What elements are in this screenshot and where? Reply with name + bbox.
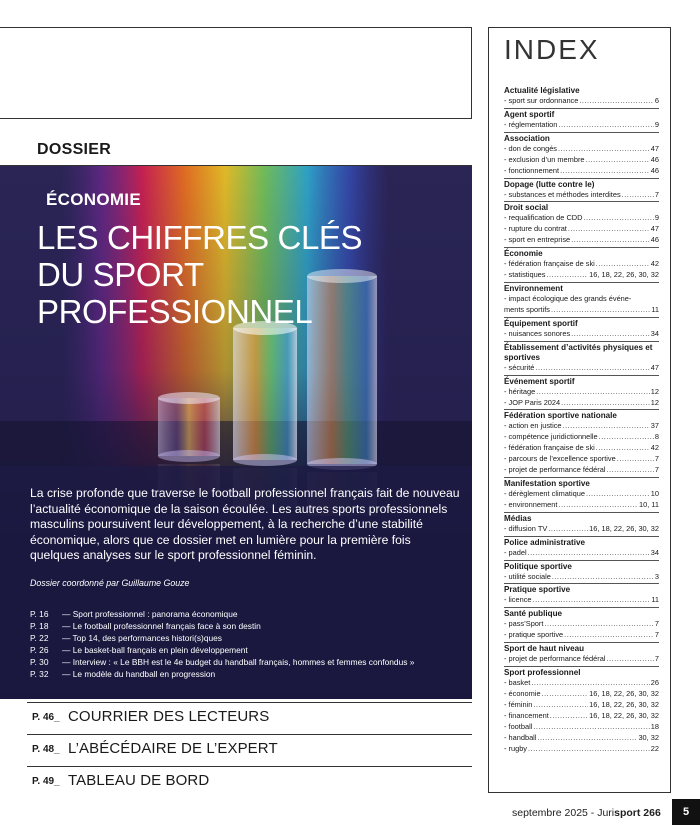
coordinator-credit: Dossier coordonné par Guillaume Gouze <box>30 578 190 588</box>
toc-page: P. 22 <box>30 633 49 644</box>
index-pages: 10, 11 <box>639 499 659 509</box>
index-entry[interactable] <box>504 678 659 689</box>
index-entry[interactable] <box>504 224 659 235</box>
index-pages: 7 <box>654 630 659 640</box>
toc-text: — Le football professionnel français face à son destin <box>62 621 261 632</box>
toc-page: P. 30 <box>30 657 49 668</box>
dot-leader <box>550 711 588 722</box>
index-category: Médias <box>504 512 659 524</box>
index-term: - rugby <box>504 743 528 753</box>
index-term: - requalification de CDD <box>504 213 583 223</box>
index-entry[interactable] <box>504 166 659 177</box>
dot-leader <box>536 387 650 398</box>
dot-leader <box>622 190 654 201</box>
dot-leader <box>558 500 638 511</box>
index-pages: 7 <box>654 454 659 464</box>
toc-page: P. 26 <box>30 645 49 656</box>
dot-leader <box>606 465 653 476</box>
dot-leader <box>533 700 588 711</box>
index-entry[interactable] <box>504 443 659 454</box>
index-category: Pratique sportive <box>504 583 659 595</box>
index-category: Dopage (lutte contre le) <box>504 178 659 190</box>
toc-item[interactable] <box>30 632 470 644</box>
index-term: - nuisances sonores <box>504 328 571 338</box>
index-entry[interactable] <box>504 595 659 606</box>
footer-brand: sport <box>614 807 641 819</box>
index-term: - environnement <box>504 499 558 509</box>
index-category: Sport professionnel <box>504 666 659 678</box>
index-entry[interactable] <box>504 733 659 744</box>
index-entry[interactable] <box>504 465 659 476</box>
index-term: - compétence juridictionnelle <box>504 432 598 442</box>
index-entry[interactable] <box>504 432 659 443</box>
dossier-toc <box>30 608 470 681</box>
dot-leader <box>552 572 654 583</box>
section-link[interactable] <box>0 766 472 792</box>
dot-leader <box>547 270 589 281</box>
section-link[interactable] <box>0 702 472 728</box>
index-pages: 16, 18, 22, 26, 30, 32 <box>589 270 659 280</box>
index-pages: 16, 18, 22, 26, 30, 32 <box>589 699 659 709</box>
index-term: - projet de performance fédéral <box>504 654 606 664</box>
dot-leader <box>596 259 650 270</box>
dot-leader <box>586 155 650 166</box>
footer-issue-number: 266 <box>640 807 661 819</box>
index-pages: 6 <box>654 96 659 105</box>
index-pages: 46 <box>650 154 659 164</box>
toc-item[interactable] <box>30 608 470 620</box>
footer-issue <box>512 807 661 819</box>
dot-leader <box>544 619 653 630</box>
index-term: - exclusion d’un membre <box>504 154 585 164</box>
index-term: - réglementation <box>504 119 558 129</box>
index-title: INDEX <box>504 34 600 65</box>
index-pages: 30, 32 <box>638 732 659 742</box>
index-entry[interactable] <box>504 305 659 316</box>
dot-leader <box>551 305 650 316</box>
dot-leader <box>531 678 649 689</box>
section-title: TABLEAU DE BORD <box>68 772 210 789</box>
index-term: - diffusion TV <box>504 523 548 533</box>
index-term: - substances et méthodes interdites <box>504 189 621 199</box>
dot-leader <box>537 733 637 744</box>
index-term: - basket <box>504 678 531 688</box>
toc-item[interactable] <box>30 620 470 632</box>
dot-leader <box>586 489 650 500</box>
index-pages: 3 <box>654 571 659 581</box>
index-term: - sécurité <box>504 362 535 372</box>
index-entry[interactable] <box>504 654 659 665</box>
index-category: Politique sportive <box>504 560 659 572</box>
index-term: - sport sur ordonnance <box>504 96 579 105</box>
index-category: Économie <box>504 247 659 259</box>
toc-text: — Le modèle du handball en progression <box>62 669 216 680</box>
dot-leader <box>542 689 589 700</box>
index-category: Actualité législative <box>504 86 580 95</box>
hero-title-line: DU SPORT PROFESSIONNEL <box>37 256 313 330</box>
index-entry[interactable] <box>504 524 659 535</box>
index-entry[interactable] <box>504 619 659 630</box>
toc-item[interactable] <box>30 656 470 668</box>
dot-leader <box>548 524 588 535</box>
index-category: Événement sportif <box>504 375 659 387</box>
index-category: Sport de haut niveau <box>504 642 659 654</box>
dot-leader <box>571 329 650 340</box>
index-pages: 16, 18, 22, 26, 30, 32 <box>589 689 659 698</box>
toc-page: P. 18 <box>30 621 49 632</box>
index-pages: 22 <box>650 743 659 753</box>
index-category: Police administrative <box>504 536 659 548</box>
index-entry[interactable] <box>504 120 659 131</box>
index-category: Environnement <box>504 282 659 294</box>
index-term: - projet de performance fédéral <box>504 465 606 475</box>
index-category: Association <box>504 132 659 144</box>
index-entry[interactable] <box>504 190 659 201</box>
index-category: Fédération sportive nationale <box>504 409 659 421</box>
index-pages: 47 <box>650 224 659 234</box>
index-category: Droit social <box>504 201 659 213</box>
index-term: - dérèglement climatique <box>504 488 585 498</box>
dot-leader <box>533 595 651 606</box>
index-entry[interactable] <box>504 387 659 398</box>
dot-leader <box>568 224 650 235</box>
index-pages: 46 <box>650 165 659 175</box>
index-pages: 16, 18, 22, 26, 30, 32 <box>589 523 659 533</box>
index-pages: 16, 18, 22, 26, 30, 32 <box>589 710 659 720</box>
dot-leader <box>596 443 650 454</box>
dot-leader <box>528 744 650 755</box>
dot-leader <box>563 421 650 432</box>
index-pages: 7 <box>654 465 659 475</box>
section-page: P. 48_ <box>32 744 60 755</box>
index-pages: 7 <box>654 654 659 664</box>
index-term: - pass’Sport <box>504 619 544 629</box>
index-pages: 9 <box>654 213 659 223</box>
index-category: Équipement sportif <box>504 317 659 329</box>
index-entry[interactable] <box>504 329 659 340</box>
footer-brand-prefix: Juri <box>597 807 615 819</box>
index-term: - héritage <box>504 386 536 396</box>
dot-leader <box>564 630 654 641</box>
index-entry[interactable] <box>504 548 659 559</box>
index-pages: 11 <box>651 595 659 605</box>
index-pages: 9 <box>654 119 659 129</box>
index-term: - licence <box>504 595 532 605</box>
page-number: 5 <box>672 799 700 825</box>
toc-item[interactable] <box>30 668 470 680</box>
index-pages: 18 <box>650 721 659 731</box>
index-entry[interactable] <box>504 144 659 155</box>
dot-leader <box>606 654 653 665</box>
hero-lead: La crise profonde que traverse le football professionnel français fait de nouveau l’actualité économique de la saison écoulée. Les autres sports professionnels masculins poursuivent leur développement, à la recherche d’une stabilité économique, alors que ce dossier met en lumière pour la première fois quelques analyses sur le sport professionnel féminin. <box>30 486 460 563</box>
index-entry[interactable] <box>504 572 659 583</box>
index-pages: 7 <box>654 619 659 629</box>
index-term: - don de congés <box>504 143 558 153</box>
dot-leader <box>571 235 650 246</box>
index-term: - football <box>504 721 533 731</box>
index-term: - fonctionnement <box>504 165 560 175</box>
index-pages: 12 <box>650 386 659 396</box>
section-title: COURRIER DES LECTEURS <box>68 708 270 725</box>
toc-page: P. 32 <box>30 669 49 680</box>
index-pages: 34 <box>650 547 659 557</box>
dot-leader <box>528 548 650 559</box>
index-entry[interactable] <box>504 689 659 700</box>
index-entry[interactable] <box>504 96 659 107</box>
index-pages: 12 <box>650 397 659 407</box>
toc-item[interactable] <box>30 644 470 656</box>
index-term: - parcours de l’excellence sportive <box>504 454 616 464</box>
index-term: - padel <box>504 547 527 557</box>
index-entry[interactable] <box>504 700 659 711</box>
index-pages: 11 <box>651 304 659 314</box>
index-pages: 7 <box>654 189 659 199</box>
index-entry[interactable] <box>504 398 659 409</box>
index-term: - économie <box>504 689 541 698</box>
divider <box>27 734 472 735</box>
index-category: Établissement d’activités physiques et sportives <box>504 341 659 363</box>
index-entry[interactable] <box>504 711 659 722</box>
index-pages: 34 <box>650 328 659 338</box>
index-entry[interactable] <box>504 294 659 305</box>
toc-page: P. 16 <box>30 609 49 619</box>
index-entry[interactable] <box>504 722 659 733</box>
index-pages: 37 <box>650 421 659 431</box>
dot-leader <box>560 166 650 177</box>
dot-leader <box>617 454 654 465</box>
index-pages: 47 <box>650 143 659 153</box>
toc-text: — Sport professionnel : panorama économique <box>62 609 238 619</box>
dot-leader <box>558 144 650 155</box>
dot-leader <box>579 96 654 107</box>
index-term: - fédération française de ski <box>504 443 595 453</box>
index-entry[interactable] <box>504 489 659 500</box>
divider <box>27 702 472 703</box>
index-term: - féminin <box>504 699 533 709</box>
index-entry[interactable] <box>504 421 659 432</box>
index-term: - fédération française de ski <box>504 259 595 269</box>
index-entry[interactable] <box>504 259 659 270</box>
index-entry[interactable] <box>504 744 659 755</box>
section-page: P. 49_ <box>32 776 60 787</box>
hero-kicker: ÉCONOMIE <box>46 190 141 209</box>
index-category: Agent sportif <box>504 108 659 120</box>
index-term: - financement <box>504 710 549 720</box>
dot-leader <box>535 363 649 374</box>
footer-date: septembre 2025 - <box>512 807 598 819</box>
toc-text: — Top 14, des performances histori(s)ques <box>62 633 222 644</box>
index-entry[interactable] <box>504 454 659 465</box>
index-entry[interactable] <box>504 363 659 374</box>
dot-leader <box>599 432 654 443</box>
toc-text: — Interview : « Le BBH est le 4e budget du handball français, hommes et femmes confondus » <box>62 657 415 668</box>
index-term: - action en justice <box>504 421 562 431</box>
index-entry[interactable] <box>504 235 659 246</box>
index-entry[interactable] <box>504 213 659 224</box>
index-pages: 8 <box>654 432 659 442</box>
section-page: P. 46_ <box>32 712 60 723</box>
index-entry[interactable] <box>504 270 659 281</box>
index-term: - pratique sportive <box>504 630 564 640</box>
section-title: L’ABÉCÉDAIRE DE L’EXPERT <box>68 740 278 757</box>
dossier-label: DOSSIER <box>37 141 112 158</box>
index-term: ments sportifs <box>504 304 551 314</box>
index-term: - impact écologique des grands événe- <box>504 293 632 303</box>
index-pages: 47 <box>650 362 659 372</box>
dot-leader <box>533 722 649 733</box>
section-link[interactable] <box>0 734 472 760</box>
index-term: - handball <box>504 732 537 742</box>
index-list <box>504 84 659 754</box>
index-term: - JOP Paris 2024 <box>504 397 561 407</box>
index-pages: 42 <box>650 443 659 453</box>
index-category: Santé publique <box>504 607 659 619</box>
dot-leader <box>583 213 653 224</box>
index-entry[interactable] <box>504 500 659 511</box>
divider <box>27 766 472 767</box>
index-category: Manifestation sportive <box>504 477 659 489</box>
index-entry[interactable] <box>504 155 659 166</box>
dot-leader <box>561 398 650 409</box>
dot-leader <box>558 120 653 131</box>
hero-title-line: LES CHIFFRES CLÉS <box>37 219 363 256</box>
top-frame <box>0 27 472 119</box>
index-entry[interactable] <box>504 630 659 641</box>
toc-text: — Le basket-ball français en plein développement <box>62 645 248 656</box>
index-pages: 42 <box>650 259 659 269</box>
index-pages: 46 <box>650 235 659 245</box>
index-term: - sport en entreprise <box>504 235 571 245</box>
index-pages: 10 <box>650 488 659 498</box>
index-term: - rupture du contrat <box>504 224 567 234</box>
hero-title <box>37 219 467 330</box>
index-term: - statistiques <box>504 270 546 280</box>
index-term: - utilité sociale <box>504 571 551 581</box>
index-pages: 26 <box>650 678 659 688</box>
